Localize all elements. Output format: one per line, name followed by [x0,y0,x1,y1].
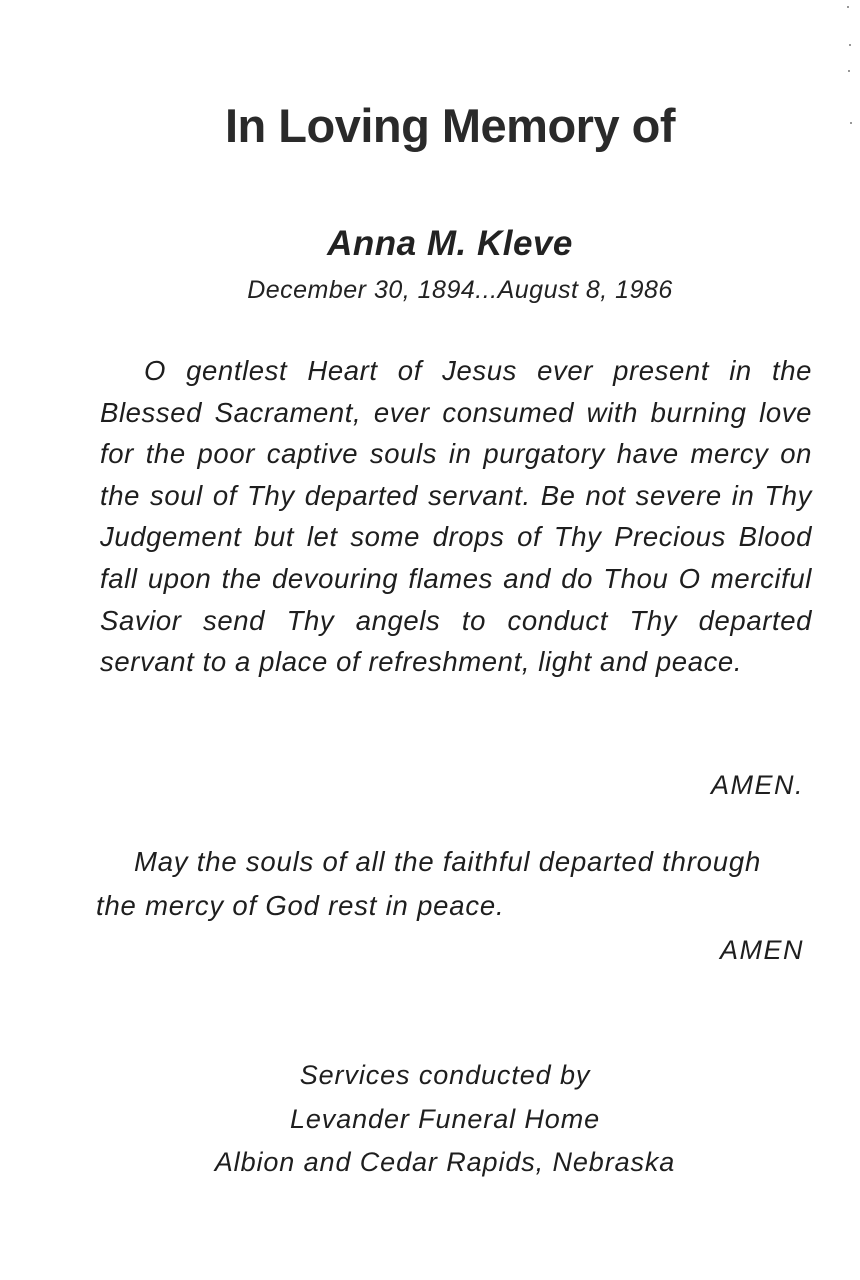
deceased-name: Anna M. Kleve [327,224,573,263]
services-line-1: Services conducted by [299,1060,591,1090]
scan-specks [844,6,854,146]
scan-speck [849,44,851,46]
services-line-3: Albion and Cedar Rapids, Nebraska [214,1147,676,1177]
blessing-amen: AMEN [719,935,804,965]
blessing-text: May the souls of all the faithful departed through the mercy of God rest in peace. [96,846,762,921]
scan-speck [847,6,849,8]
scan-speck [850,122,852,124]
card-heading: In Loving Memory of [224,99,676,152]
services-block [0,1054,860,1185]
life-dates: December 30, 1894...August 8, 1986 [247,276,673,304]
prayer-amen: AMEN. [710,770,804,800]
services-line-2: Levander Funeral Home [289,1103,601,1134]
scan-speck [848,70,850,72]
prayer-text: O gentlest Heart of Jesus ever present in the Blessed Sacrament, ever consumed with burning love for the poor captive souls in purgatory have mercy on the soul of Thy departed servant. Be not severe in Thy Judgement but let some drops of Thy Precious Blood fall upon the devouring flames and do Thou O merciful Savior send Thy angels to conduct Thy departed servant to a place of refreshment, light and peace. [100,355,812,678]
